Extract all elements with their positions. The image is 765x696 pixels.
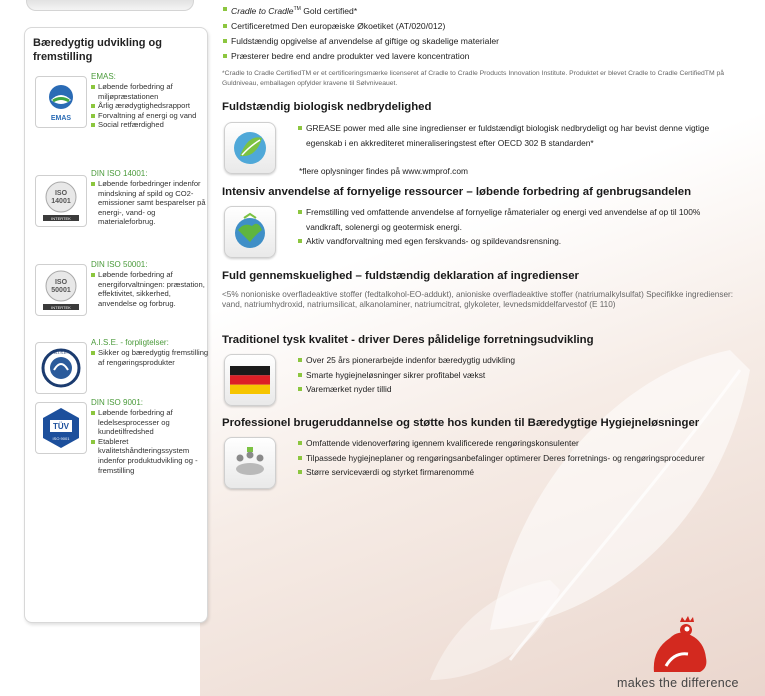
biodegradable-note: *flere oplysninger findes på www.wmprof.com bbox=[299, 166, 468, 176]
section-title-biodegradable: Fuldstændig biologisk nedbrydelighed bbox=[222, 101, 432, 113]
iso14001-logo-icon bbox=[35, 175, 87, 227]
svg-text:ISO 9001: ISO 9001 bbox=[52, 436, 70, 441]
top-tab bbox=[26, 0, 194, 11]
top-item: Fuldstændig opgivelse af anvendelse af giftige og skadelige materialer bbox=[222, 34, 742, 49]
cert-item: Løbende forbedring af energiforvaltningen: præstation, effektivitet, sikkerhed, anvendelse og forbrug. bbox=[91, 270, 209, 308]
top-feature-list bbox=[222, 2, 742, 64]
frog-logo-icon bbox=[648, 616, 710, 674]
cert-name: A.I.S.E. - forpligtelser: bbox=[91, 338, 169, 347]
cert-item: Årlig ærødygtighedsrapport bbox=[91, 101, 209, 111]
svg-text:50001: 50001 bbox=[51, 287, 71, 294]
renewable-list bbox=[297, 205, 737, 249]
cert-item: Forvaltning af energi og vand bbox=[91, 111, 209, 121]
svg-text:14001: 14001 bbox=[51, 198, 71, 205]
cert-name: EMAS: bbox=[91, 72, 116, 81]
feature-item: Over 25 års pionerarbejde indenfor bæredygtig udvikling bbox=[297, 353, 737, 368]
feature-item: Tilpassede hygiejneplaner og rengøringsanbefalinger optimerer Deres forretnings- og rengøringsprocedurer bbox=[297, 451, 737, 466]
top-item: Præsterer bedre end andre produkter ved lavere koncentration bbox=[222, 49, 742, 64]
cert-name: DIN ISO 9001: bbox=[91, 398, 144, 407]
feature-item: Fremstilling ved omfattende anvendelse af fornyelige råmaterialer og energi ved anvendelse af op til 100% vandkraft, solenergi og geotermisk energi. bbox=[297, 205, 737, 234]
biodegradable-list bbox=[297, 121, 737, 150]
feature-item: Varemærket nyder tillid bbox=[297, 382, 737, 397]
svg-text:TÜV: TÜV bbox=[53, 422, 69, 431]
feature-item: Smarte hygiejneløsninger sikrer profitabel vækst bbox=[297, 368, 737, 383]
svg-text:INTERTEK: INTERTEK bbox=[51, 305, 71, 310]
cert-item: Social retfærdighed bbox=[91, 120, 209, 130]
section-title-quality: Traditionel tysk kvalitet - driver Deres pålidelige forretningsudvikling bbox=[222, 334, 594, 346]
brand-tagline: makes the difference bbox=[617, 676, 739, 690]
cert-name: DIN ISO 50001: bbox=[91, 260, 148, 269]
cert-item: Løbende forbedringer indenfor mindskning af spild og CO2-emissioner samt besparelser på energi-, vand- og materialeforbrug. bbox=[91, 179, 209, 227]
c2c-footnote: *Cradle to Cradle CertifiedTM er et certificeringsmærke licenseret af Cradle to Cradle Products Innovation Institute. Produktet er blevet Cradle to Cradle CertifiedTM på Guldniveau, emballagen opfylder kravene til Sølvniveauet. bbox=[222, 70, 725, 87]
quality-list bbox=[297, 353, 737, 397]
feature-item: GREASE power med alle sine ingredienser er fuldstændigt biologisk nedbrydeligt og har bevist denne vigtige egenskab i en akkrediteret mineraliseringstest efter OECD 302 B standarden* bbox=[297, 121, 737, 150]
cert-name: DIN ISO 14001: bbox=[91, 169, 148, 178]
top-item: Certificeretmed Den europæiske Økoetiket (AT/020/012) bbox=[222, 19, 742, 34]
sustainability-sidebar bbox=[24, 27, 208, 623]
cert-item: Etableret kvalitetshåndteringssystem indenfor produktudvikling og -fremstilling bbox=[91, 437, 209, 475]
training-list bbox=[297, 436, 737, 480]
svg-text:EMAS: EMAS bbox=[50, 115, 72, 122]
renewable-globe-icon bbox=[224, 206, 276, 258]
cert-item: Løbende forbedring af miljøpræstationen bbox=[91, 82, 209, 101]
svg-text:INTERTEK: INTERTEK bbox=[51, 216, 71, 221]
section-title-training: Professionel brugeruddannelse og støtte hos kunden til Bæredygtige Hygiejneløsninger bbox=[222, 417, 700, 429]
svg-text:ISO: ISO bbox=[54, 279, 68, 286]
iso50001-logo-icon bbox=[35, 264, 87, 316]
ingredients-text: <5% nonioniske overfladeaktive stoffer (fedtalkohol-EO-addukt), anioniske overfladeaktive stoffer (natriumalkylsulfat) Specifikke ingredienser: vand, natriumhydroxid, natriumsilicat, alkanolaminer, natriumcitrat, glykoleter, levnedsmiddelfarvestof (E 110) bbox=[222, 290, 733, 309]
section-title-renewable: Intensiv anvendelse af fornyelige ressourcer – løbende forbedring af genbrugsandelen bbox=[222, 186, 692, 198]
feature-item: Omfattende videnoverføring igennem kvalificerede rengøringskonsulenter bbox=[297, 436, 737, 451]
svg-text:A.I.S.E.: A.I.S.E. bbox=[54, 350, 68, 355]
sidebar-title: Bæredygtig udvikling og fremstilling bbox=[33, 37, 162, 63]
biodegradable-globe-icon bbox=[224, 122, 276, 174]
tuv-logo-icon bbox=[35, 402, 87, 454]
training-meeting-icon bbox=[224, 437, 276, 489]
aise-logo-icon bbox=[35, 342, 87, 394]
german-flag-icon bbox=[224, 354, 276, 406]
cert-item: Sikker og bæredygtig fremstilling af rengøringsprodukter bbox=[91, 348, 209, 367]
top-item: Cradle to Cradle™ Gold certified* bbox=[222, 2, 742, 19]
cert-item: Løbende forbedring af ledelsesprocesser og kundetilfredshed bbox=[91, 408, 209, 437]
emas-logo-icon bbox=[35, 76, 87, 128]
feature-item: Aktiv vandforvaltning med egen ferskvands- og spildevandsrensning. bbox=[297, 234, 737, 249]
feature-item: Større serviceværdi og styrket firmarenommé bbox=[297, 465, 737, 480]
svg-text:ISO: ISO bbox=[54, 190, 68, 197]
section-title-transparency: Fuld gennemskuelighed – fuldstændig deklaration af ingredienser bbox=[222, 270, 579, 282]
